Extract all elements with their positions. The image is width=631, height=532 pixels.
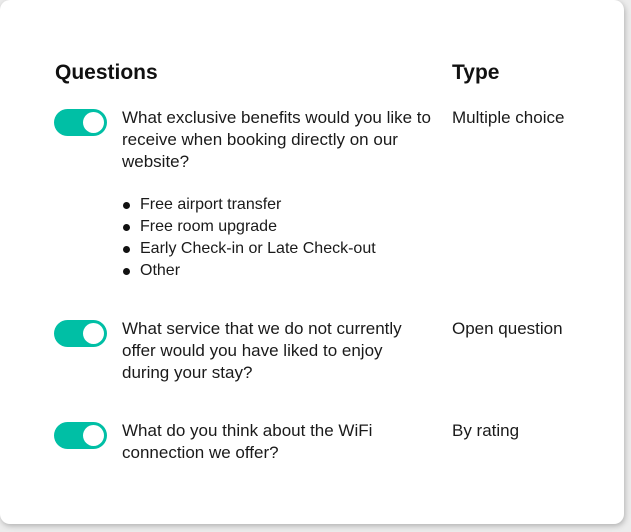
type-column-header: Type xyxy=(452,61,500,84)
option-label: Other xyxy=(140,262,181,279)
question-2-toggle[interactable] xyxy=(54,320,107,347)
toggle-knob xyxy=(83,112,104,133)
question-1-text: What exclusive benefits would you like to receive when booking directly on our website? xyxy=(122,108,431,171)
questions-column-header: Questions xyxy=(55,61,158,84)
question-1-type: Multiple choice xyxy=(452,108,565,127)
question-2-text: What service that we do not currently offer would you have liked to enjoy during your stay? xyxy=(122,319,402,382)
option-item xyxy=(122,216,376,238)
question-3-toggle[interactable] xyxy=(54,422,107,449)
bullet-icon xyxy=(123,202,130,209)
option-item xyxy=(122,238,376,260)
toggle-knob xyxy=(83,425,104,446)
option-label: Early Check-in or Late Check-out xyxy=(140,240,376,257)
option-item xyxy=(122,260,376,282)
toggle-knob xyxy=(83,323,104,344)
bullet-icon xyxy=(123,268,130,275)
option-label: Free airport transfer xyxy=(140,196,282,213)
option-item xyxy=(122,194,376,216)
bullet-icon xyxy=(123,246,130,253)
option-label: Free room upgrade xyxy=(140,218,277,235)
question-3-text: What do you think about the WiFi connection we offer? xyxy=(122,421,373,462)
bullet-icon xyxy=(123,224,130,231)
question-3-type: By rating xyxy=(452,421,520,440)
question-2-type: Open question xyxy=(452,319,563,338)
question-1-toggle[interactable] xyxy=(54,109,107,136)
question-1-options-list xyxy=(122,194,376,282)
